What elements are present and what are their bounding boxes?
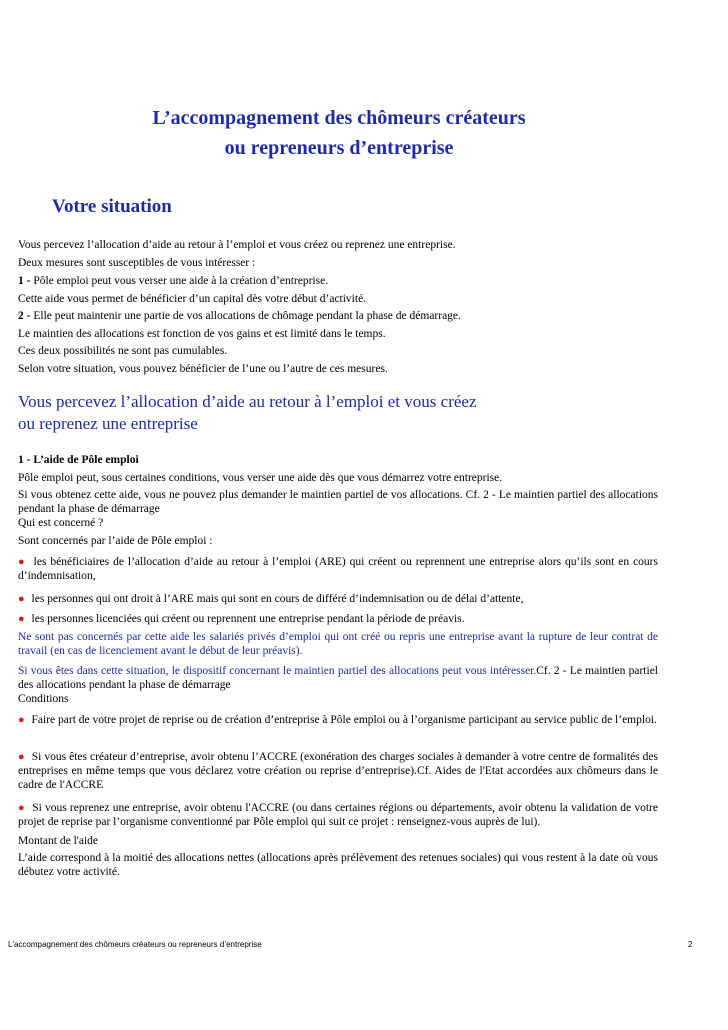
measure-2-text: Elle peut maintenir une partie de vos allocations de chômage pendant la phase de démarrage.	[30, 310, 461, 322]
measure-1-description: Cette aide vous permet de bénéficier d’un capital dès votre début d’activité.	[18, 293, 367, 305]
list-item	[18, 801, 658, 829]
bullet-icon: ●	[18, 593, 25, 605]
situation-heading: Votre situation	[52, 196, 172, 217]
paragraph: Si vous obtenez cette aide, vous ne pouvez plus demander le maintien partiel de vos allocations. Cf. 2 - Le maintien partiel des allocations pendant la phase de démarrage	[18, 489, 658, 515]
section-heading-line-2: ou reprenez une entreprise	[18, 414, 198, 433]
situation-line: Deux mesures sont susceptibles de vous intéresser :	[18, 257, 256, 269]
situation-note: Ces deux possibilités ne sont pas cumulables.	[18, 345, 228, 357]
list-item	[18, 555, 658, 583]
list-item-text: Si vous êtes créateur d’entreprise, avoir obtenu l’ACCRE (exonération des charges sociales à demander à votre centre de formalités des entreprises en même temps que vous déclarez votre création ou reprise d’entreprise).Cf. Aides de l'Etat accordées aux chômeurs dans le cadre de l'ACCRE	[18, 751, 658, 791]
list-item	[18, 713, 658, 727]
situation-note: Le maintien des allocations est fonction de vos gains et est limité dans le temps.	[18, 328, 386, 340]
not-concerned-note: Ne sont pas concernés par cette aide les salariés privés d’emploi qui ont créé ou repris une entreprise avant la rupture de leur contrat de travail (en cas de licenciement avant le début de leur préavis).	[18, 631, 658, 657]
list-item-text: les personnes licenciées qui créent ou reprennent une entreprise pendant la période de préavis.	[28, 613, 465, 625]
subsection-heading: 1 - L’aide de Pôle emploi	[18, 454, 139, 466]
bullet-icon: ●	[18, 802, 25, 814]
list-item-text: les personnes qui ont droit à l’ARE mais qui sont en cours de différé d’indemnisation ou de délai d’attente,	[28, 593, 524, 605]
section-heading-line-1: Vous percevez l’allocation d’aide au retour à l’emploi et vous créez	[18, 392, 477, 411]
measure-1	[18, 274, 328, 288]
situation-line: Vous percevez l’allocation d’aide au retour à l’emploi et vous créez ou reprenez une entreprise.	[18, 239, 456, 251]
list-item	[18, 592, 658, 606]
page-title-line-1: L’accompagnement des chômeurs créateurs	[152, 107, 526, 129]
question-heading: Qui est concerné ?	[18, 517, 104, 529]
measure-1-number: 1 -	[18, 275, 31, 287]
bullet-icon: ●	[18, 714, 25, 726]
amount-text: L’aide correspond à la moitié des allocations nettes (allocations après prélèvement des retenues sociales) qui vous restent à la date où vous débutez votre activité.	[18, 852, 658, 878]
measure-2-number: 2 -	[18, 310, 31, 322]
situation-reference-link[interactable]: Si vous êtes dans cette situation, le dispositif concernant le maintien partiel des allocations peut vous intéresser.	[18, 665, 537, 677]
bullet-icon: ●	[18, 751, 25, 763]
list-item	[18, 612, 658, 626]
measure-2	[18, 309, 461, 323]
list-item-text: Si vous reprenez une entreprise, avoir obtenu l'ACCRE (ou dans certaines régions ou départements, avoir obtenu la validation de votre projet de reprise par l’organisme conventionné par Pôle emploi qui suit ce projet : renseignez-vous auprès de lui).	[18, 802, 658, 828]
page-title-line-2: ou repreneurs d’entreprise	[224, 137, 454, 159]
situation-reference	[18, 664, 658, 692]
footer-title: L'accompagnement des chômeurs créateurs ou repreneurs d’entreprise	[8, 940, 262, 949]
situation-reference-text: Cf. 2 - Le maintien partiel des allocations pendant la phase de démarrage	[18, 665, 658, 691]
amount-heading: Montant de l'aide	[18, 835, 98, 847]
situation-note: Selon votre situation, vous pouvez bénéficier de l’une ou l’autre de ces mesures.	[18, 363, 388, 375]
list-item-text: les bénéficiaires de l’allocation d’aide au retour à l’emploi (ARE) qui créent ou reprennent une entreprise alors qu’ils sont en cours d’indemnisation,	[18, 556, 658, 582]
paragraph: Sont concernés par l’aide de Pôle emploi :	[18, 535, 213, 547]
bullet-icon: ●	[18, 556, 26, 568]
measure-1-text: Pôle emploi peut vous verser une aide à la création d’entreprise.	[30, 275, 329, 287]
page-number: 2	[688, 940, 693, 949]
list-item	[18, 750, 658, 792]
bullet-icon: ●	[18, 613, 25, 625]
paragraph: Pôle emploi peut, sous certaines conditions, vous verser une aide dès que vous démarrez votre entreprise.	[18, 472, 503, 484]
conditions-heading: Conditions	[18, 693, 69, 705]
list-item-text: Faire part de votre projet de reprise ou de création d’entreprise à Pôle emploi ou à l’organisme participant au service public de l’emploi.	[28, 714, 657, 726]
